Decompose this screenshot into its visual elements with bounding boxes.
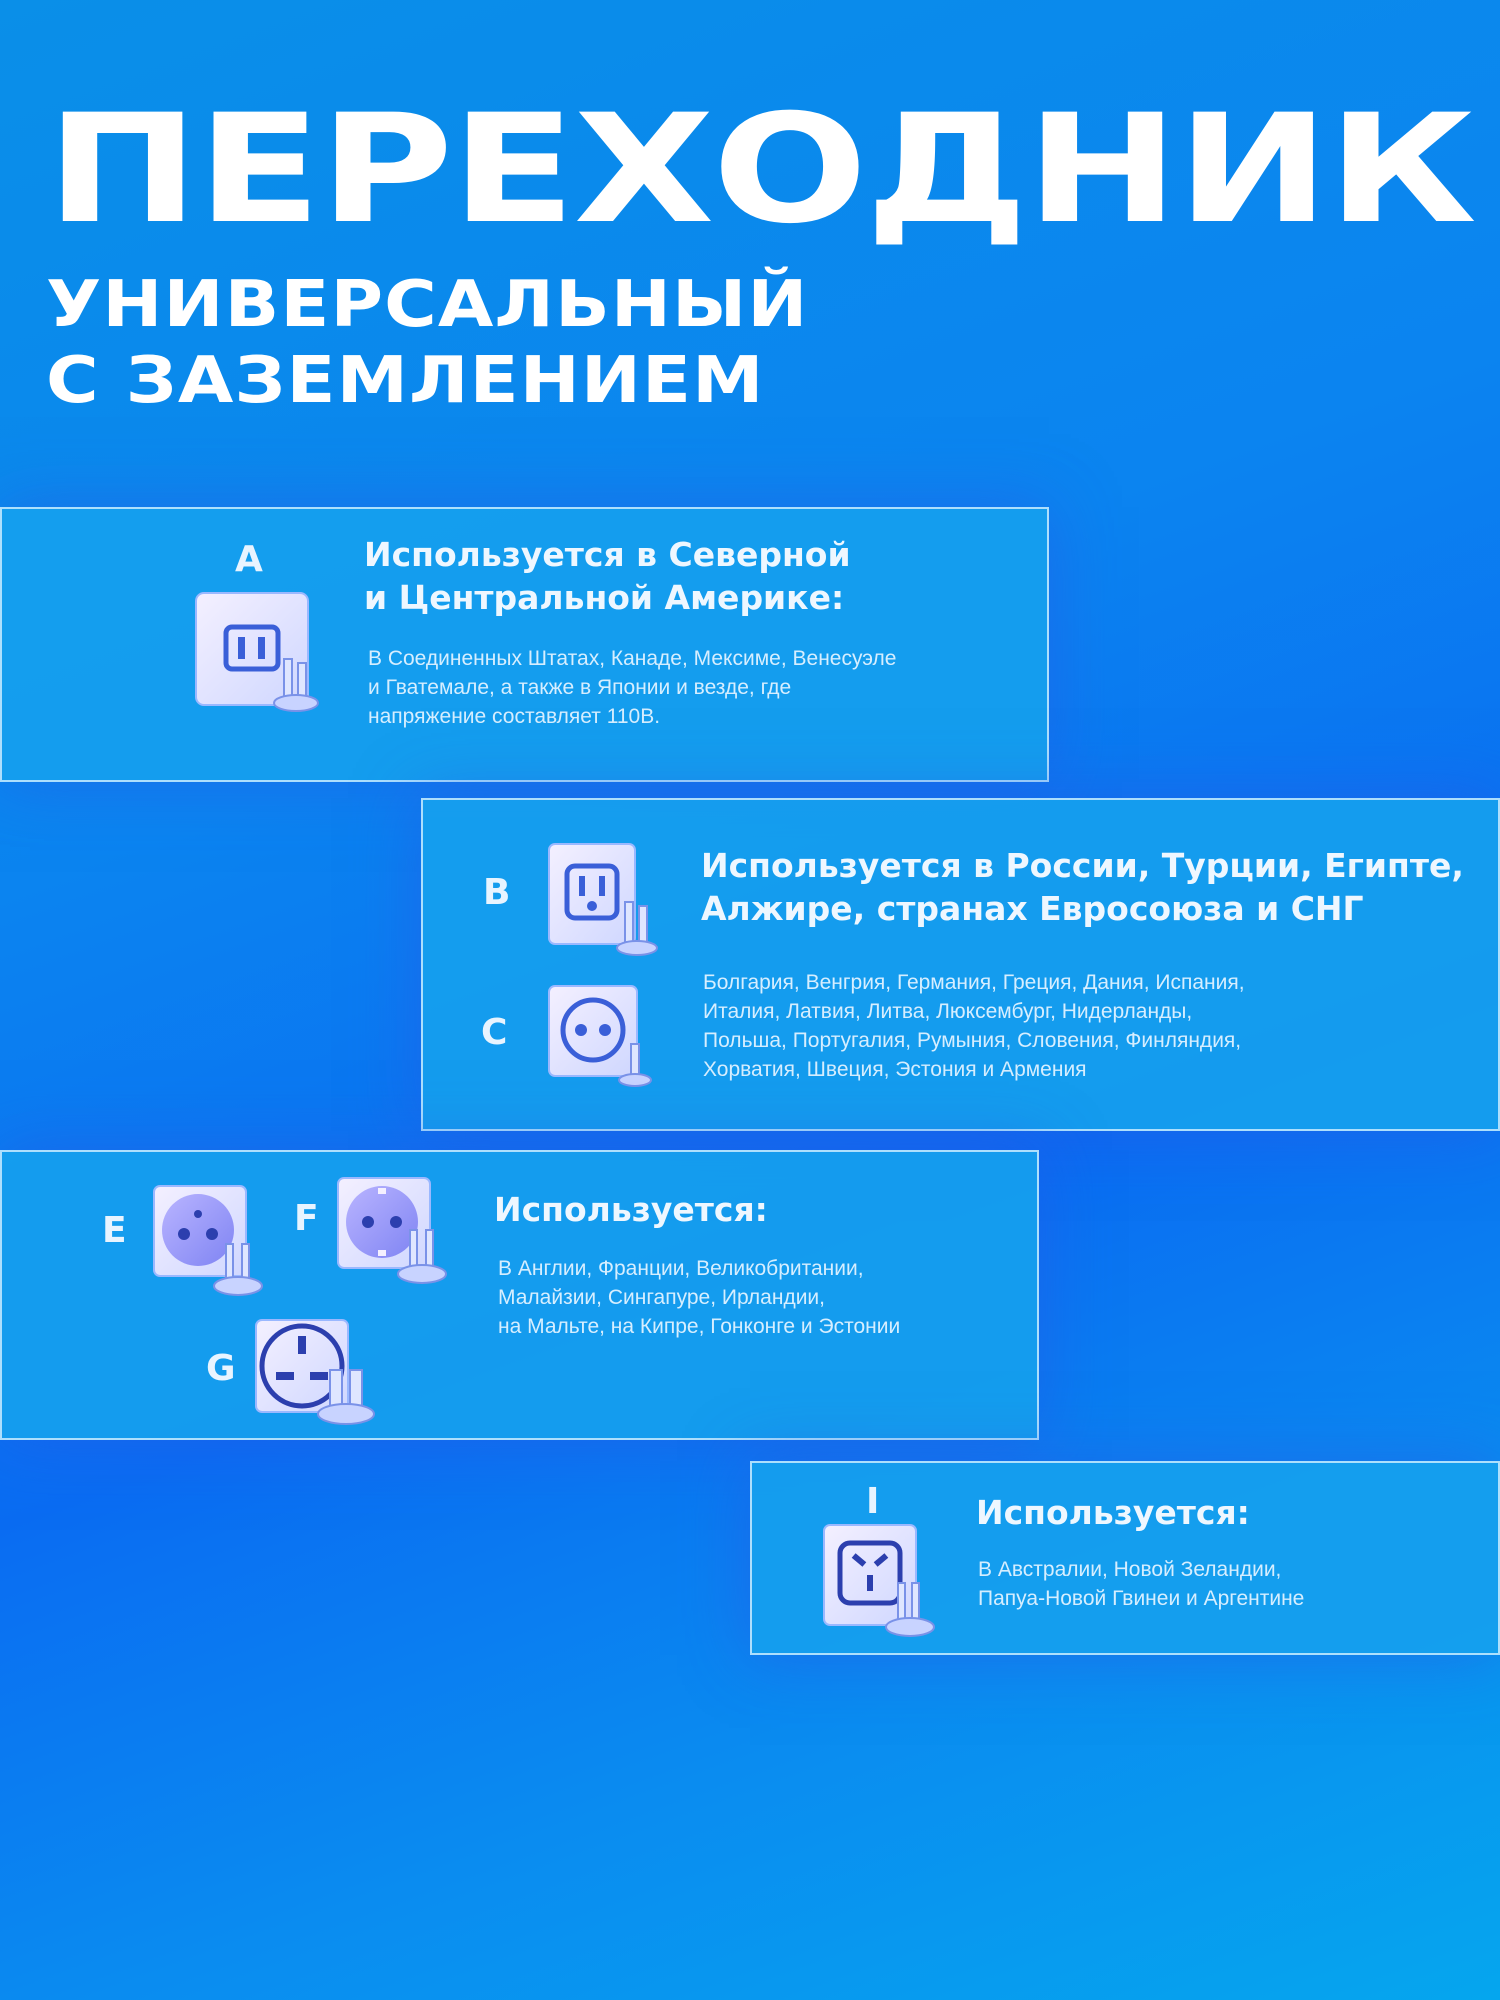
heading-line: Используется в Северной [364,535,851,574]
plug-type-letter-i: I [866,1481,880,1522]
card-type-efg [0,1150,1039,1440]
card-type-bc [421,798,1500,1131]
text-line: Болгария, Венгрия, Германия, Греция, Дания, Испания, [703,971,1245,994]
plug-type-letter-c: C [481,1012,508,1053]
heading-line: Используется: [494,1190,768,1229]
text-line: Италия, Латвия, Литва, Люксембург, Нидерланды, [703,1000,1193,1023]
hero-title [46,83,1475,418]
socket-type-b-icon [547,842,667,962]
plug-type-letter-b: B [483,872,511,913]
heading-line: Алжире, странах Евросоюза и СНГ [701,889,1364,928]
plug-type-letter-f: F [294,1198,319,1239]
card-efg-heading [494,1188,768,1231]
card-bc-text [703,968,1245,1084]
socket-type-a-icon [194,589,334,719]
title-sub-1: УНИВЕРСАЛЬНЫЙ [46,268,809,342]
card-bc-heading [701,844,1464,930]
card-type-i [750,1461,1500,1655]
socket-type-i-icon [794,1523,954,1643]
card-type-a [0,507,1049,782]
title-main: ПЕРЕХОДНИК [46,83,1475,257]
text-line: Папуа-Новой Гвинеи и Аргентине [978,1587,1305,1610]
text-line: В Соединенных Штатах, Канаде, Мексиме, Венесуэле [368,647,897,670]
text-line: Польша, Португалия, Румыния, Словения, Финляндия, [703,1029,1242,1052]
text-line: В Англии, Франции, Великобритании, [498,1257,864,1280]
socket-type-g-icon [254,1318,384,1428]
heading-line: Используется: [976,1493,1250,1532]
text-line: и Гватемале, а также в Японии и везде, где [368,676,792,699]
plug-type-letter-g: G [206,1348,236,1389]
socket-type-f-icon [336,1176,466,1296]
text-line: В Австралии, Новой Зеландии, [978,1558,1282,1581]
card-i-text [978,1555,1304,1613]
text-line: Хорватия, Швеция, Эстония и Армения [703,1058,1087,1081]
plug-type-letter-a: A [235,539,263,580]
socket-type-e-icon [152,1184,282,1304]
card-efg-text [498,1254,900,1341]
plug-type-letter-e: E [102,1210,127,1251]
card-a-heading [364,533,851,619]
card-i-heading [976,1491,1250,1534]
text-line: напряжение составляет 110В. [368,705,661,728]
socket-type-c-icon [547,984,667,1104]
title-sub-2: С ЗАЗЕМЛЕНИЕМ [46,344,765,418]
heading-line: и Центральной Америке: [364,578,845,617]
text-line: на Мальте, на Кипре, Гонконге и Эстонии [498,1315,901,1338]
text-line: Малайзии, Сингапуре, Ирландии, [498,1286,825,1309]
card-a-text [368,644,896,731]
heading-line: Используется в России, Турции, Египте, [701,846,1464,885]
